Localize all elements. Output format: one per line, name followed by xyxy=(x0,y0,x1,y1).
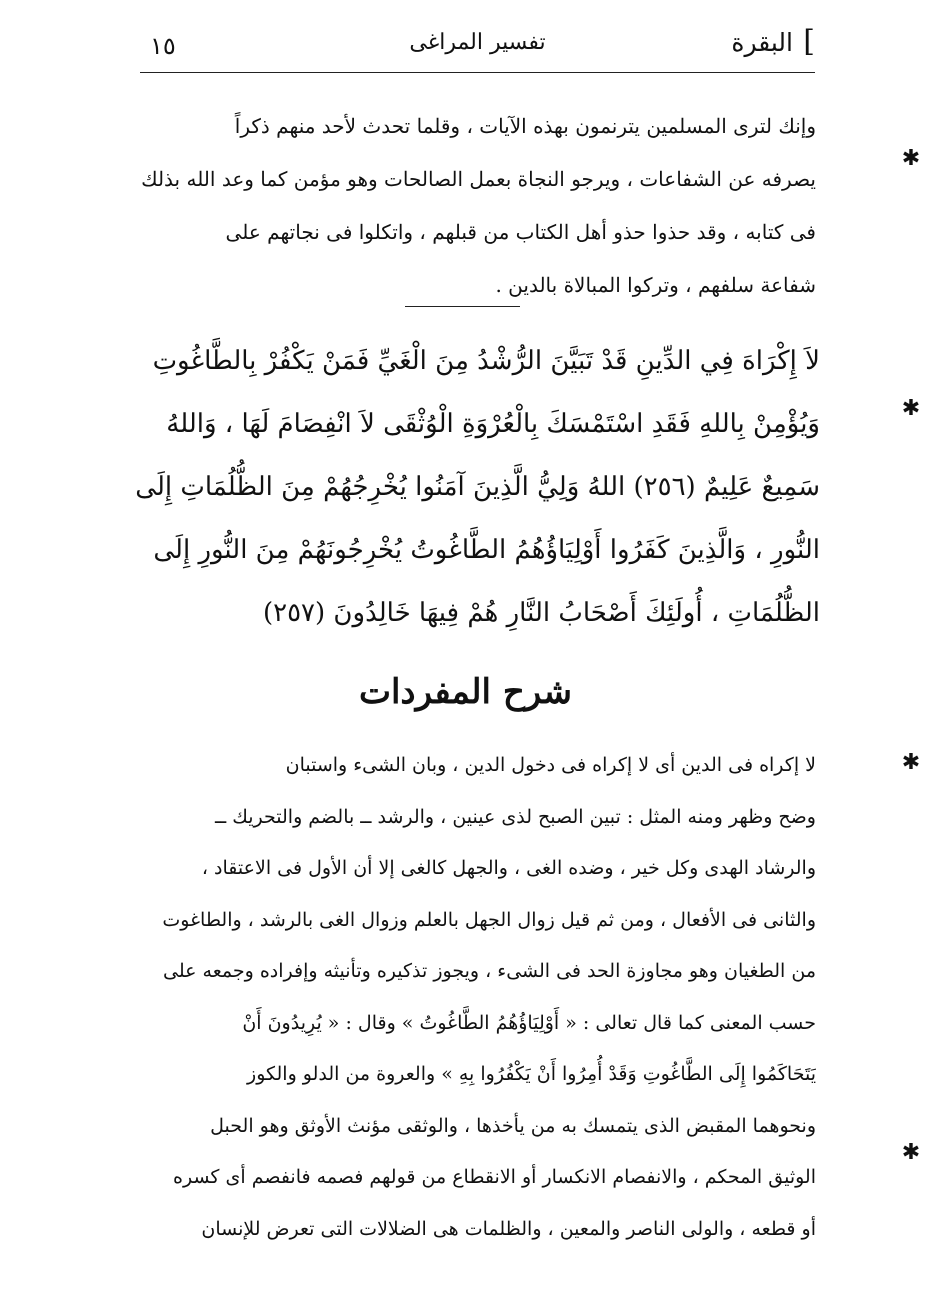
vocab-line: لا إكراه فى الدين أى لا إكراه فى دخول الدين ، وبان الشىء واستبان xyxy=(285,754,816,776)
page-header xyxy=(140,22,815,70)
verse-line: وَيُؤْمِنْ بِاللهِ فَقَدِ اسْتَمْسَكَ بِالْعُرْوَةِ الْوُثْقَى لاَ انْفِصَامَ لَهَا ، وَاللهُ xyxy=(166,409,820,439)
header-bracket: ] xyxy=(803,24,815,59)
intro-line: فى كتابه ، وقد حذوا حذو أهل الكتاب من قبلهم ، واتكلوا فى نجاتهم على xyxy=(225,220,816,244)
margin-mark-icon: ✱ xyxy=(901,396,921,421)
intro-line: شفاعة سلفهم ، وتركوا المبالاة بالدين . xyxy=(495,273,816,297)
margin-mark-icon: ✱ xyxy=(901,750,921,775)
vocab-line: وضح وظهر ومنه المثل : تبين الصبح لذى عينين ، والرشد ــ بالضم والتحريك ــ xyxy=(215,805,816,828)
intro-line: وإنك لترى المسلمين يترنمون بهذه الآيات ، وقلما تحدث لأحد منهم ذكراً xyxy=(234,114,816,138)
margin-mark-icon: ✱ xyxy=(901,1140,921,1165)
vocab-line: والثانى فى الأفعال ، ومن ثم قيل زوال الجهل بالعلم وزوال الغى بالرشد ، والطاغوت xyxy=(162,908,816,931)
intro-line: يصرفه عن الشفاعات ، ويرجو النجاة بعمل الصالحات وهو مؤمن كما وعد الله بذلك xyxy=(141,167,816,191)
verse-line: لاَ إِكْرَاهَ فِي الدِّينِ قَدْ تَبَيَّنَ الرُّشْدُ مِنَ الْغَيِّ فَمَنْ يَكْفُرْ بِالطَّاغُوتِ xyxy=(152,346,820,376)
vocab-line: حسب المعنى كما قال تعالى : « أَوْلِيَاؤُهُمُ الطَّاغُوتُ » وقال : « يُرِيدُونَ أَنْ xyxy=(242,1011,816,1034)
header-rule xyxy=(140,72,815,73)
vocab-line: الوثيق المحكم ، والانفصام الانكسار أو الانقطاع من قولهم فصمه فانفصم أى كسره xyxy=(173,1166,816,1188)
section-title: شرح المفردات xyxy=(358,672,573,712)
vocab-line: والرشاد الهدى وكل خير ، وضده الغى ، والجهل كالغى إلا أن الأول فى الاعتقاد ، xyxy=(201,857,816,879)
vocab-line: أو قطعه ، والولى الناصر والمعين ، والظلمات هى الضلالات التى تعرض للإنسان xyxy=(201,1217,816,1240)
quran-verses xyxy=(130,330,820,645)
page-number: ١٥ xyxy=(150,32,176,60)
margin-mark-icon: ✱ xyxy=(901,146,921,171)
surah-name: البقرة xyxy=(731,28,793,57)
vocab-line: يَتَحَاكَمُوا إِلَى الطَّاغُوتِ وَقَدْ أُمِرُوا أَنْ يَكْفُرُوا بِهِ » والعروة من الدلو والكوز xyxy=(247,1063,816,1085)
intro-paragraph xyxy=(140,100,816,312)
book-title: تفسير المراغى xyxy=(409,30,546,55)
verse-line: سَمِيعٌ عَلِيمٌ (٢٥٦) اللهُ وَلِيُّ الَّذِينَ آمَنُوا يُخْرِجُهُمْ مِنَ الظُّلُمَاتِ إِلَى xyxy=(135,472,820,502)
vocab-line: من الطغيان وهو مجاوزة الحد فى الشىء ، ويجوز تذكيره وتأنيثه وإفراده وجمعه على xyxy=(163,960,816,982)
section-divider xyxy=(405,306,520,307)
vocabulary-explanation xyxy=(136,740,816,1255)
verse-line: النُّورِ ، وَالَّذِينَ كَفَرُوا أَوْلِيَاؤُهُمُ الطَّاغُوتُ يُخْرِجُونَهُمْ مِنَ النُّورِ إِلَى xyxy=(153,535,820,565)
verse-line: الظُّلُمَاتِ ، أُولَئِكَ أَصْحَابُ النَّارِ هُمْ فِيهَا خَالِدُونَ (٢٥٧) xyxy=(262,598,820,628)
vocab-line: ونحوهما المقبض الذى يتمسك به من يأخذها ، والوثقى مؤنث الأوثق وهو الحبل xyxy=(210,1114,816,1137)
